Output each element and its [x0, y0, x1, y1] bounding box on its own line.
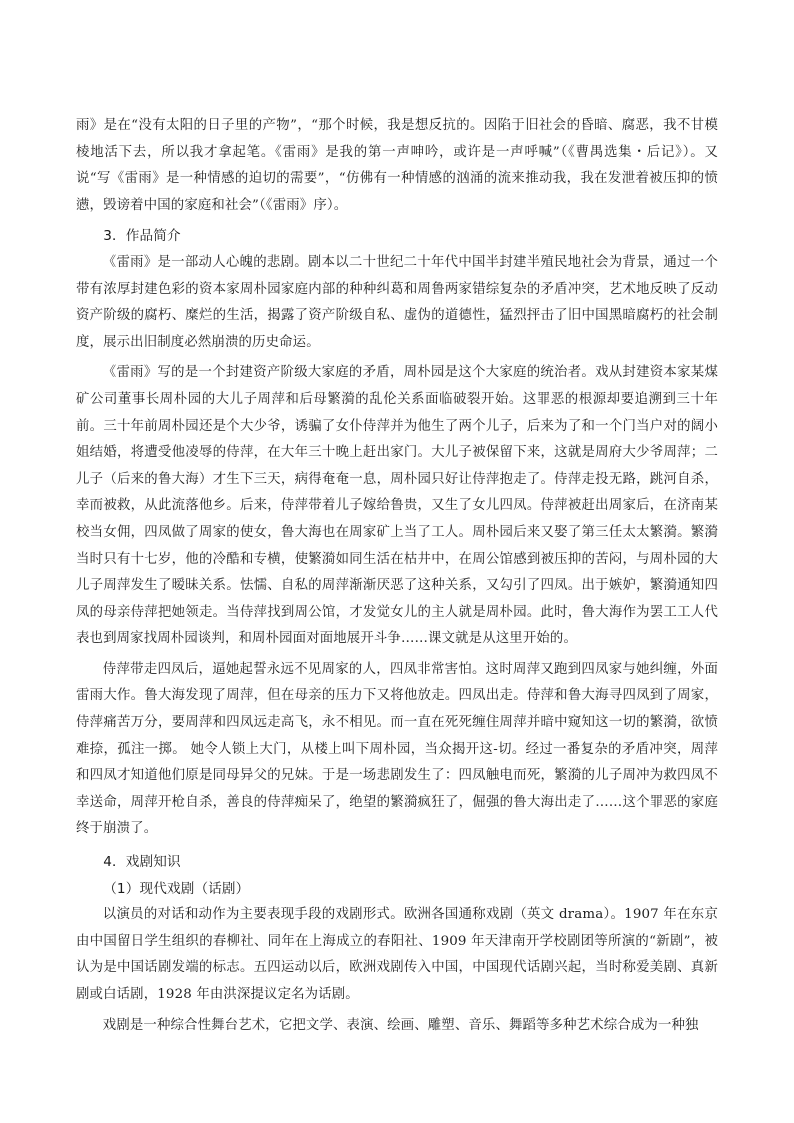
drama-paragraph-1: 以演员的对话和动作为主要表现手段的戏剧形式。欧洲各国通称戏剧（英文 drama）。1907 年在东京由中国留日学生组织的春柳社、同年在上海成立的春阳社、1909 年天津南开学校剧团等所演的“新剧”，被认为是中国话剧发端的标志。五四运动以后，欧洲戏剧传入中国，中国现代话剧兴起，当时称爱美剧、真新剧或白话剧，1928 年由洪深提议定名为话剧。	[76, 907, 718, 1002]
drama-paragraph-2: 戏剧是一种综合性舞台艺术，它把文学、表演、绘画、雕塑、音乐、舞蹈等多种艺术综合成为一种独	[102, 1017, 699, 1033]
subsection-heading-modern-drama: （1）现代戏剧（话剧）	[103, 880, 250, 897]
document-page	[76, 113, 718, 1103]
intro-paragraph: 雨》是在“没有太阳的日子里的产物”，“那个时候，我是想反抗的。因陷于旧社会的昏暗、腐恶，我不甘模棱地活下去，所以我才拿起笔。《雷雨》是我的第一声呻吟，或许是一声呼喊”（《曹禺选集・后记》）。又说“写《雷雨》是一种情感的迫切的需要”，“仿佛有一种情感的汹涌的流来推动我，我在发泄着被压抑的愤懑，毁谤着中国的家庭和社会”（《雷雨》序）。	[76, 118, 718, 213]
section-heading-synopsis: 3．作品简介	[103, 228, 181, 245]
synopsis-paragraph-1: 《雷雨》是一部动人心魄的悲剧。剧本以二十世纪二十年代中国半封建半殖民地社会为背景，通过一个带有浓厚封建色彩的资本家周朴园家庭内部的种种纠葛和周鲁两家错综复杂的矛盾冲突，艺术地反映了反动资产阶级的腐朽、糜烂的生活，揭露了资产阶级自私、虚伪的道德性，猛烈抨击了旧中国黑暗腐朽的社会制度，展示出旧制度必然崩溃的历史命运。	[76, 254, 718, 350]
synopsis-paragraph-3: 侍萍带走四凤后，逼她起誓永远不见周家的人，四凤非常害怕。这时周萍又跑到四凤家与她纠缠，外面雷雨大作。鲁大海发现了周萍，但在母亲的压力下又将他放走。四凤出走。侍萍和鲁大海寻四凤到了周家，侍萍痛苦万分，要周萍和四凤远走高飞，永不相见。而一直在死死缠住周萍并暗中窥知这一切的繁漪，欲愤难捺，孤注一掷。 她令人锁上大门，从楼上叫下周朴园，当众揭开这-切。经过一番复杂的矛盾冲突，周萍和四凤才知道他们原是同母异父的兄妹。于是一场悲剧发生了：四凤触电而死，繁漪的儿子周冲为救四凤不幸送命，周萍开枪自杀，善良的侍萍痴呆了，绝望的繁漪疯狂了，倔强的鲁大海出走了……这个罪恶的家庭终于崩溃了。	[76, 661, 718, 837]
synopsis-paragraph-2: 《雷雨》写的是一个封建资产阶级大家庭的矛盾，周朴园是这个大家庭的统治者。戏从封建资本家某煤矿公司董事长周朴园的大儿子周萍和后母繁漪的乱伦关系面临破裂开始。这罪恶的根源却要追溯到三十年前。三十年前周朴园还是个大少爷，诱骗了女仆侍萍并为他生了两个儿子，后来为了和一个门当户对的阔小姐结婚，将遭受他凌辱的侍萍，在大年三十晚上赶出家门。大儿子被保留下来，这就是周府大少爷周萍；二儿子（后来的鲁大海）才生下三天，病得奄奄一息，周朴园只好让侍萍抱走了。侍萍走投无路，跳河自杀，幸而被救，从此流落他乡。后来，侍萍带着儿子嫁给鲁贵，又生了女儿四凤。侍萍被赶出周家后，在济南某校当女佣，四凤做了周家的使女，鲁大海也在周家矿上当了工人。周朴园后来又娶了第三任太太繁漪。繁漪当时只有十七岁，他的冷酷和专横，使繁漪如同生活在枯井中，在周公馆感到被压抑的苦闷，与周朴园的大儿子周萍发生了暧昧关系。怯懦、自私的周萍渐渐厌恶了这种关系，又勾引了四凤。出于嫉妒，繁漪通知四凤的母亲侍萍把她领走。当侍萍找到周公馆，才发觉女儿的主人就是周朴园。此时，鲁大海作为罢工工人代表也到周家找周朴园谈判，和周朴园面对面地展开斗争……课文就是从这里开始的。	[76, 365, 718, 647]
section-heading-drama-knowledge: 4．戏剧知识	[103, 854, 181, 871]
